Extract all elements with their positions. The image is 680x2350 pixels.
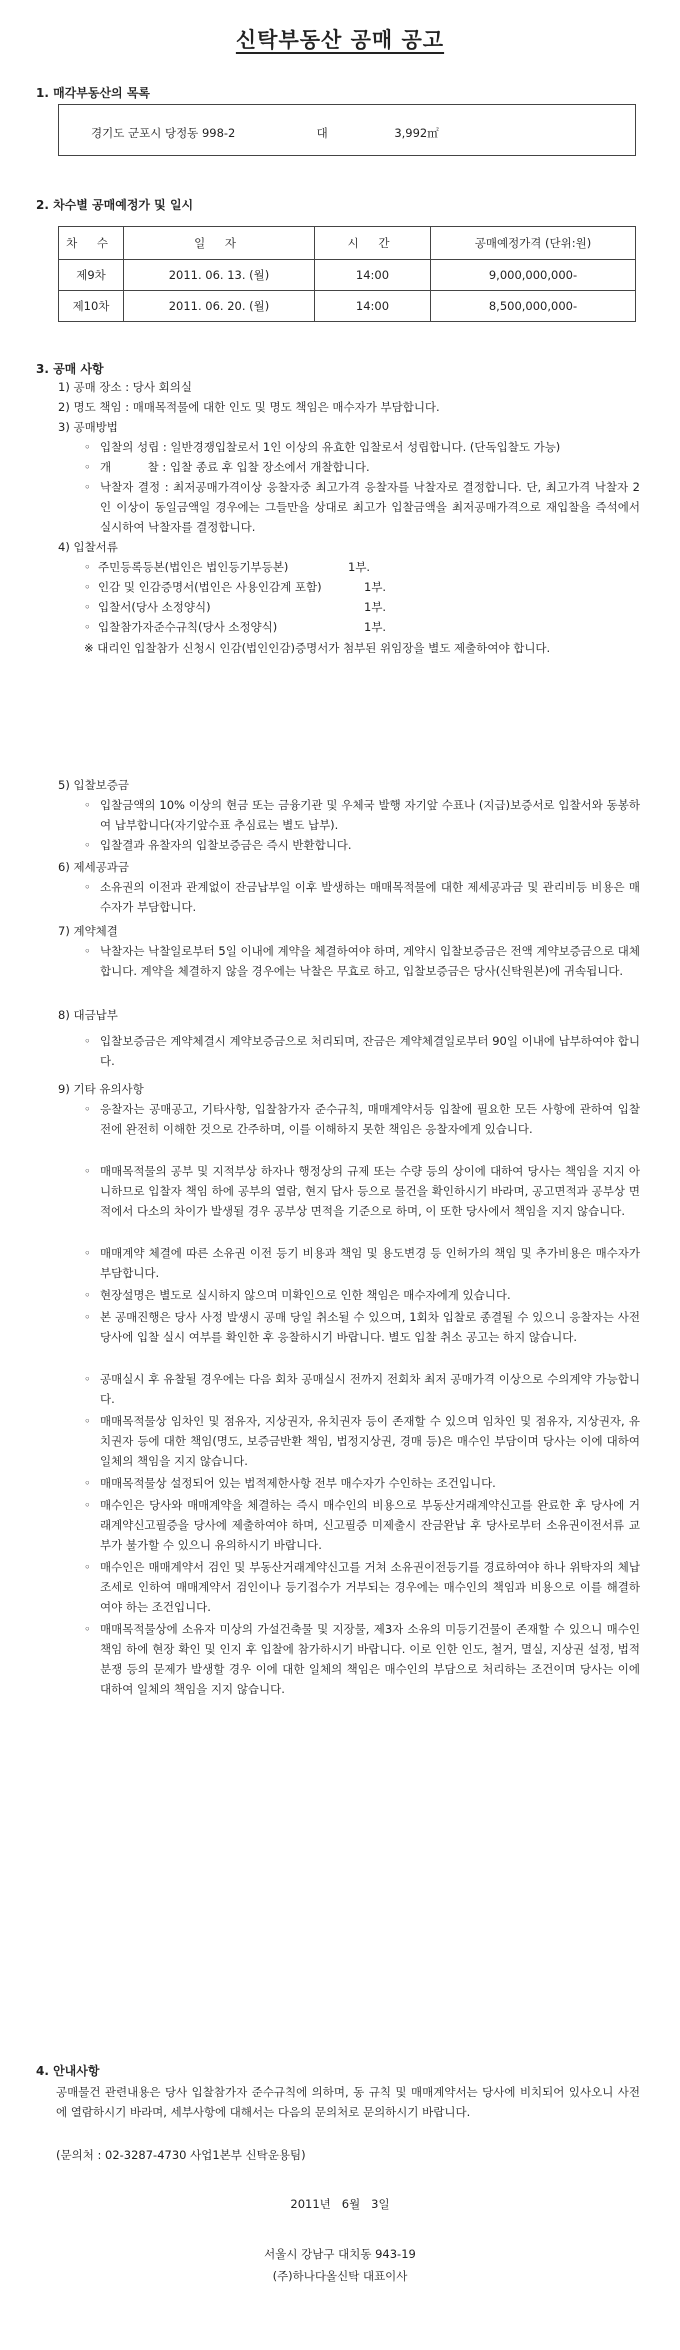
- bullet-icon: ◦: [84, 880, 91, 894]
- item-1-location: 1) 공매 장소 : 당사 회의실: [58, 380, 192, 394]
- note-bullet: [84, 1474, 98, 1492]
- property-row: [91, 125, 439, 141]
- note-site-visit: 현장설명은 별도로 실시하지 않으며 미확인으로 인한 책임은 매수자에게 있습니다.: [100, 1288, 511, 1302]
- method-bullet: [84, 458, 98, 476]
- header-price: 공매예정가격 (단위:원): [431, 227, 636, 260]
- item-3-method: 3) 공매방법: [58, 420, 118, 434]
- note-cancellation: 본 공매진행은 당사 사정 발생시 공매 당일 취소될 수 있으며, 1회차 입찰로 종결될 수 있으니 응찰자는 사전 당사에 입찰 실시 여부를 확인한 후 응찰하시기 바랍니다. 별도 입찰 취소 공고는 하지 않습니다.: [100, 1310, 640, 1344]
- item-6-taxes: 6) 제세공과금: [58, 860, 130, 874]
- note-bullet: [84, 1162, 98, 1180]
- bullet-icon: ◦: [84, 838, 91, 852]
- contract-text: 낙찰자는 낙찰일로부터 5일 이내에 계약을 체결하여야 하며, 계약시 입찰보증금은 전액 계약보증금으로 대체합니다. 계약을 체결하지 않을 경우에는 낙찰은 무효로 하고, 입찰보증금은 당사(신탁원본)에 귀속됩니다.: [100, 944, 640, 978]
- page-title: 신탁부동산 공매 공고: [235, 28, 445, 52]
- contract-bullet: [84, 942, 98, 960]
- bullet-icon: ◦: [84, 1414, 91, 1428]
- note-transaction-report: 매수인은 당사와 매매계약을 체결하는 즉시 매수인의 비용으로 부동산거래계약신고를 완료한 후 당사에 거래계약신고필증을 당사에 제출하여야 하며, 신고필증 미제출시 잔금완납 후 당사로부터 소유권이전서류 교부가 불가할 수 있으니 유의하시기 바랍니다.: [100, 1498, 640, 1552]
- doc-name: 입찰서(당사 소정양식): [98, 600, 211, 614]
- note-private-contract: 공매실시 후 유찰될 경우에는 다음 회차 공매실시 전까지 전회차 최저 공매가격 이상으로 수의계약 가능합니다.: [100, 1372, 640, 1406]
- row-round: 제10차: [59, 291, 124, 322]
- bullet-icon: ◦: [84, 1560, 91, 1574]
- bullet-icon: ◦: [84, 1246, 91, 1260]
- doc-row: [84, 558, 370, 576]
- deposit-refund: 입찰결과 유찰자의 입찰보증금은 즉시 반환합니다.: [100, 838, 352, 852]
- note-defects: 매매목적물의 공부 및 지적부상 하자나 행정상의 규제 또는 수량 등의 상이에 대하여 당사는 책임을 지지 아니하므로 입찰자 책임 하에 공부의 열람, 현지 답사 등으로 물건을 확인하시기 바라며, 공고면적과 공부상 면적에서 다소의 차이가 발생될 경우 공부상 면적을 기준으로 하며, 이 또한 당사에서 책임을 지지 않습니다.: [100, 1164, 640, 1218]
- bullet-icon: ◦: [84, 560, 91, 574]
- schedule-table: [58, 226, 636, 322]
- company-name: (주)하나다올신탁 대표이사: [272, 2269, 408, 2283]
- deposit-bullet: [84, 796, 98, 814]
- guide-text: 공매물건 관련내용은 당사 입찰참가자 준수규칙에 의하며, 동 규칙 및 매매계약서는 당사에 비치되어 있사오니 사전에 열람하시기 바라며, 세부사항에 대해서는 다음의 문의처로 문의하시기 바랍니다.: [56, 2085, 640, 2119]
- note-occupants: 매매목적물상 임차인 및 점유자, 지상권자, 유치권자 등이 존재할 수 있으며 임차인 및 점유자, 지상권자, 유치권자 등에 대한 책임(명도, 보증금반환 책임, 법정지상권, 경매 등)은 매수인 부담이며 당사는 이에 대하여 일체의 책임을 지지 않습니다.: [100, 1414, 640, 1468]
- deposit-amount: 입찰금액의 10% 이상의 현금 또는 금융기관 및 우체국 발행 자기앞 수표나 (지급)보증서로 입찰서와 동봉하여 납부합니다(자기앞수표 추심료는 별도 납부).: [100, 798, 640, 832]
- bullet-icon: ◦: [84, 480, 91, 494]
- item-2-delivery: 2) 명도 책임 : 매매목적물에 대한 인도 및 명도 책임은 매수자가 부담합니다.: [58, 400, 440, 414]
- row-price: 8,500,000,000-: [431, 291, 636, 322]
- bullet-icon: ◦: [84, 944, 91, 958]
- item-4-documents: 4) 입찰서류: [58, 540, 118, 554]
- table-row: [59, 260, 636, 291]
- note-bullet: [84, 1308, 98, 1326]
- section-1-heading: 1. 매각부동산의 목록: [36, 86, 151, 100]
- note-bullet: [84, 1496, 98, 1514]
- header-round: 차 수: [59, 227, 124, 260]
- property-area: 3,992㎡: [394, 126, 439, 140]
- doc-count: 1부.: [364, 620, 387, 634]
- bullet-icon: ◦: [84, 1310, 91, 1324]
- table-row: [59, 291, 636, 322]
- tax-bullet: [84, 878, 98, 896]
- method-opening: 개 찰 : 입찰 종료 후 입찰 장소에서 개찰합니다.: [100, 460, 370, 474]
- table-header-row: [59, 227, 636, 260]
- note-bullet: [84, 1620, 98, 1638]
- doc-count: 1부.: [364, 600, 387, 614]
- row-round: 제9차: [59, 260, 124, 291]
- notice-date: 2011년 6월 3일: [290, 2197, 390, 2211]
- header-date: 일 자: [124, 227, 315, 260]
- section-3-heading: 3. 공매 사항: [36, 362, 104, 376]
- method-winner: 낙찰자 결정 : 최저공매가격이상 응찰자중 최고가격 응찰자를 낙찰자로 결정합니다. 단, 최고가격 낙찰자 2인 이상이 동일금액일 경우에는 그들만을 상대로 최고가 입찰금액을 최저공매가격으로 재입찰을 즉석에서 실시하여 낙찰자를 결정합니다.: [100, 480, 640, 534]
- row-price: 9,000,000,000-: [431, 260, 636, 291]
- tax-text: 소유권의 이전과 관계없이 잔금납부일 이후 발생하는 매매목적물에 대한 제세공과금 및 관리비등 비용은 매수자가 부담합니다.: [100, 880, 640, 914]
- doc-name: 주민등록등본(법인은 법인등기부등본): [98, 560, 289, 574]
- row-date: 2011. 06. 13. (월): [124, 260, 315, 291]
- bullet-icon: ◦: [84, 1164, 91, 1178]
- method-formation: 입찰의 성립 : 일반경쟁입찰로서 1인 이상의 유효한 입찰로서 성립합니다. (단독입찰도 가능): [100, 440, 561, 454]
- note-bullet: [84, 1100, 98, 1118]
- company-address: 서울시 강남구 대치동 943-19: [264, 2247, 416, 2261]
- doc-name: 인감 및 인감증명서(법인은 사용인감계 포함): [98, 580, 322, 594]
- row-time: 14:00: [315, 260, 431, 291]
- header-time: 시 간: [315, 227, 431, 260]
- note-restrictions: 매매목적물상 설정되어 있는 법적제한사항 전부 매수자가 수인하는 조건입니다.: [100, 1476, 496, 1490]
- item-9-notes: 9) 기타 유의사항: [58, 1082, 144, 1096]
- note-understanding: 응찰자는 공매공고, 기타사항, 입찰참가자 준수규칙, 매매계약서등 입찰에 필요한 모든 사항에 관하여 입찰 전에 완전히 이해한 것으로 간주하며, 이를 이해하지 못한 책임은 응찰자에게 있습니다.: [100, 1102, 640, 1136]
- doc-row: [84, 598, 386, 616]
- doc-name: 입찰참가자준수규칙(당사 소정양식): [98, 620, 278, 634]
- bullet-icon: ◦: [84, 600, 91, 614]
- bullet-icon: ◦: [84, 1622, 91, 1636]
- note-bullet: [84, 1412, 98, 1430]
- method-bullet: [84, 438, 98, 456]
- contact-info: (문의처 : 02-3287-4730 사업1본부 신탁운용팀): [56, 2148, 306, 2162]
- bullet-icon: ◦: [84, 580, 91, 594]
- doc-count: 1부.: [348, 560, 371, 574]
- deposit-bullet: [84, 836, 98, 854]
- proxy-note: ※ 대리인 입찰참가 신청시 인감(법인인감)증명서가 첨부된 위임장을 별도 제출하여야 합니다.: [84, 641, 551, 655]
- bullet-icon: ◦: [84, 1288, 91, 1302]
- bullet-icon: ◦: [84, 1034, 91, 1048]
- bullet-icon: ◦: [84, 440, 91, 454]
- section-4-heading: 4. 안내사항: [36, 2064, 100, 2078]
- bullet-icon: ◦: [84, 1372, 91, 1386]
- bullet-icon: ◦: [84, 798, 91, 812]
- row-date: 2011. 06. 20. (월): [124, 291, 315, 322]
- note-bullet: [84, 1244, 98, 1262]
- item-7-contract: 7) 계약체결: [58, 924, 118, 938]
- property-list-box: [58, 104, 636, 156]
- bullet-icon: ◦: [84, 620, 91, 634]
- item-5-deposit: 5) 입찰보증금: [58, 778, 130, 792]
- note-tax-arrears: 매수인은 매매계약서 검인 및 부동산거래계약신고를 거쳐 소유권이전등기를 경료하여야 하나 위탁자의 체납조세로 인하여 매매계약서 검인이나 등기접수가 거부되는 경우에는 매수인의 책임과 비용으로 이를 해결하여야 하는 조건입니다.: [100, 1560, 640, 1614]
- method-bullet: [84, 478, 98, 496]
- note-bullet: [84, 1558, 98, 1576]
- bullet-icon: ◦: [84, 1498, 91, 1512]
- doc-row: [84, 618, 386, 636]
- bullet-icon: ◦: [84, 460, 91, 474]
- bullet-icon: ◦: [84, 1102, 91, 1116]
- note-bullet: [84, 1286, 98, 1304]
- doc-count: 1부.: [364, 580, 387, 594]
- bullet-icon: ◦: [84, 1476, 91, 1490]
- note-bullet: [84, 1370, 98, 1388]
- note-registration: 매매계약 체결에 따른 소유권 이전 등기 비용과 책임 및 용도변경 등 인허가의 책임 및 추가비용은 매수자가 부담합니다.: [100, 1246, 640, 1280]
- payment-bullet: [84, 1032, 98, 1050]
- note-unregistered-buildings: 매매목적물상에 소유자 미상의 가설건축물 및 지장물, 제3자 소유의 미등기건물이 존재할 수 있으니 매수인 책임 하에 현장 확인 및 인지 후 입찰에 참가하시기 바랍니다. 이로 인한 인도, 철거, 멸실, 지상권 설정, 법적 분쟁 등의 문제가 발생할 경우 이에 대한 일체의 책임은 매수인의 부담으로 처리하는 조건이며 당사는 이에 대하여 일체의 책임을 지지 않습니다.: [100, 1622, 640, 1696]
- section-2-heading: 2. 차수별 공매예정가 및 일시: [36, 198, 194, 212]
- doc-row: [84, 578, 386, 596]
- item-8-payment: 8) 대금납부: [58, 1008, 118, 1022]
- payment-text: 입찰보증금은 계약체결시 계약보증금으로 처리되며, 잔금은 계약체결일로부터 90일 이내에 납부하여야 합니다.: [100, 1034, 640, 1068]
- property-location: 경기도 군포시 당정동 998-2: [91, 126, 236, 140]
- row-time: 14:00: [315, 291, 431, 322]
- property-type: 대: [316, 126, 328, 140]
